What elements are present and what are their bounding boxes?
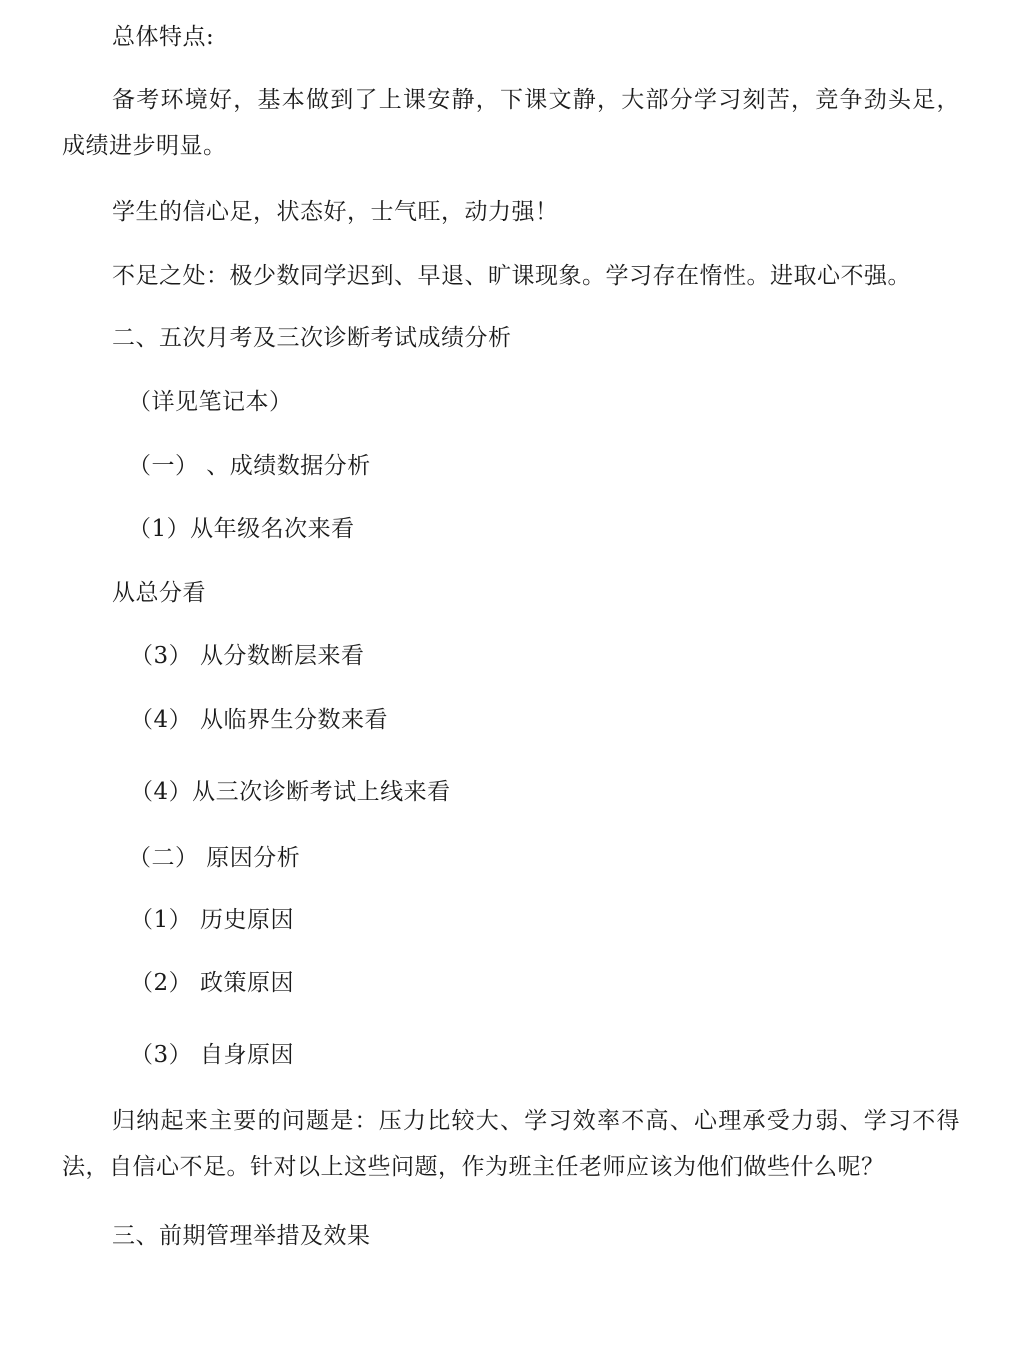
- item-total-score: 从总分看: [112, 580, 206, 606]
- reason-historical: （1） 历史原因: [130, 907, 294, 933]
- item-borderline-students: （4） 从临界生分数来看: [130, 707, 388, 733]
- reason-self: （3） 自身原因: [130, 1042, 294, 1068]
- item-diagnostic-exams: （4）从三次诊断考试上线来看: [130, 779, 451, 805]
- item-grade-rank: （1）从年级名次来看: [128, 516, 355, 542]
- subsection-cause-analysis: （二） 原因分析: [128, 845, 301, 871]
- subsection-score-data-analysis: （一） 、成绩数据分析: [128, 453, 371, 479]
- item-score-gap: （3） 从分数断层来看: [130, 643, 365, 669]
- summary-paragraph: 归纳起来主要的问题是：压力比较大、学习效率不高、心理承受力弱、学习不得 法，自信心不足。针对以上这些问题，作为班主任老师应该为他们做些什么呢？: [62, 1108, 960, 1180]
- overall-features-paragraph: 备考环境好，基本做到了上课安静，下课文静，大部分学习刻苦，竞争劲头足， 成绩进步明显。: [62, 87, 960, 159]
- confidence-line: 学生的信心足，状态好，士气旺，动力强！: [112, 199, 559, 225]
- shortcomings-line: 不足之处：极少数同学迟到、早退、旷课现象。学习存在惰性。进取心不强。: [112, 263, 911, 289]
- overall-features-heading: 总体特点:: [112, 24, 215, 50]
- section-3-heading: 三、前期管理举措及效果: [112, 1223, 371, 1249]
- see-notebook-note: （详见笔记本）: [128, 389, 293, 415]
- reason-policy: （2） 政策原因: [130, 970, 294, 996]
- section-2-heading: 二、五次月考及三次诊断考试成绩分析: [112, 325, 512, 351]
